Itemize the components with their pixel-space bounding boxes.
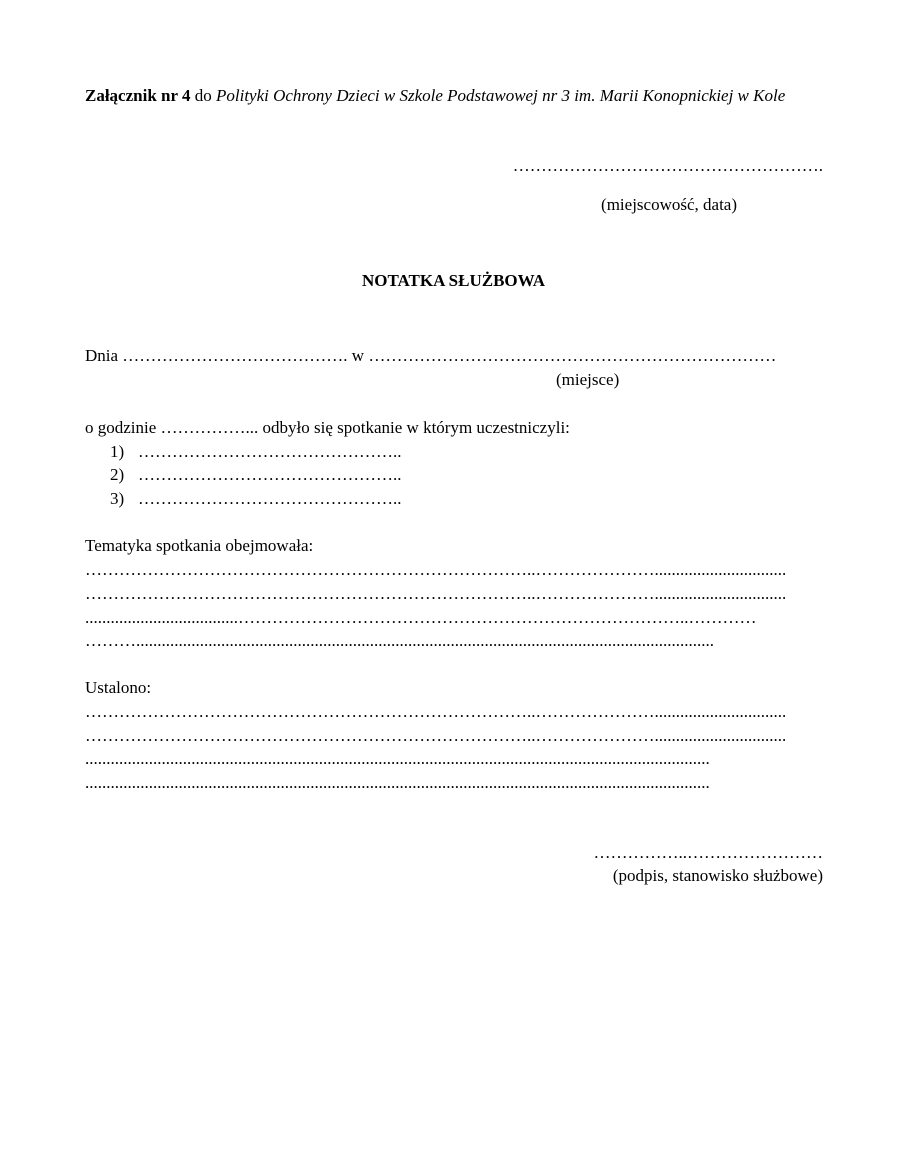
meeting-time-line[interactable]: o godzinie ……………... odbyło się spotkanie w którym uczestniczyli: bbox=[85, 418, 570, 437]
participant-field[interactable]: ……………………………………….. bbox=[138, 465, 402, 484]
findings-line[interactable]: ................................................................................................................................................... bbox=[85, 773, 710, 792]
findings-label: Ustalono: bbox=[85, 678, 152, 697]
participant-item[interactable] bbox=[110, 442, 402, 462]
participant-number: 2) bbox=[110, 465, 125, 484]
findings-line[interactable]: ……………………………………………………………………..…………………............................... bbox=[85, 702, 787, 721]
participant-number: 3) bbox=[110, 489, 125, 508]
topics-line[interactable]: ……………………………………………………………………..…………………............................... bbox=[85, 560, 787, 579]
topics-line[interactable]: ………........................................................................................................................................ bbox=[85, 631, 714, 650]
findings-line[interactable]: ……………………………………………………………………..…………………............................... bbox=[85, 726, 787, 745]
topics-line[interactable]: ....................................……………………………………………………………………..………… bbox=[85, 608, 757, 627]
meeting-place-caption: (miejsce) bbox=[556, 370, 620, 389]
participant-field[interactable]: ……………………………………….. bbox=[138, 442, 402, 461]
topics-line[interactable]: ……………………………………………………………………..…………………............................... bbox=[85, 584, 787, 603]
signature-field[interactable]: ……………..…………………… bbox=[593, 843, 823, 862]
attachment-header bbox=[85, 86, 785, 106]
attachment-number: Załącznik nr 4 bbox=[85, 86, 191, 105]
place-date-field[interactable]: ………………………………………………. bbox=[512, 156, 823, 175]
participant-field[interactable]: ……………………………………….. bbox=[138, 489, 402, 508]
document-title: NOTATKA SŁUŻBOWA bbox=[361, 271, 546, 290]
findings-line[interactable]: ................................................................................................................................................... bbox=[85, 749, 710, 768]
participant-item[interactable] bbox=[110, 489, 402, 509]
topics-label: Tematyka spotkania obejmowała: bbox=[85, 536, 314, 555]
policy-title: Polityki Ochrony Dzieci w Szkole Podstawowej nr 3 im. Marii Konopnickiej w Kole bbox=[215, 86, 786, 105]
header-connector: do bbox=[190, 86, 216, 105]
participant-item[interactable] bbox=[110, 465, 402, 485]
place-date-caption: (miejscowość, data) bbox=[601, 195, 737, 214]
participant-number: 1) bbox=[110, 442, 125, 461]
signature-caption: (podpis, stanowisko służbowe) bbox=[612, 866, 823, 885]
meeting-date-place-line[interactable]: Dnia …………………………………. w ……………………………………………………………… bbox=[85, 346, 777, 365]
